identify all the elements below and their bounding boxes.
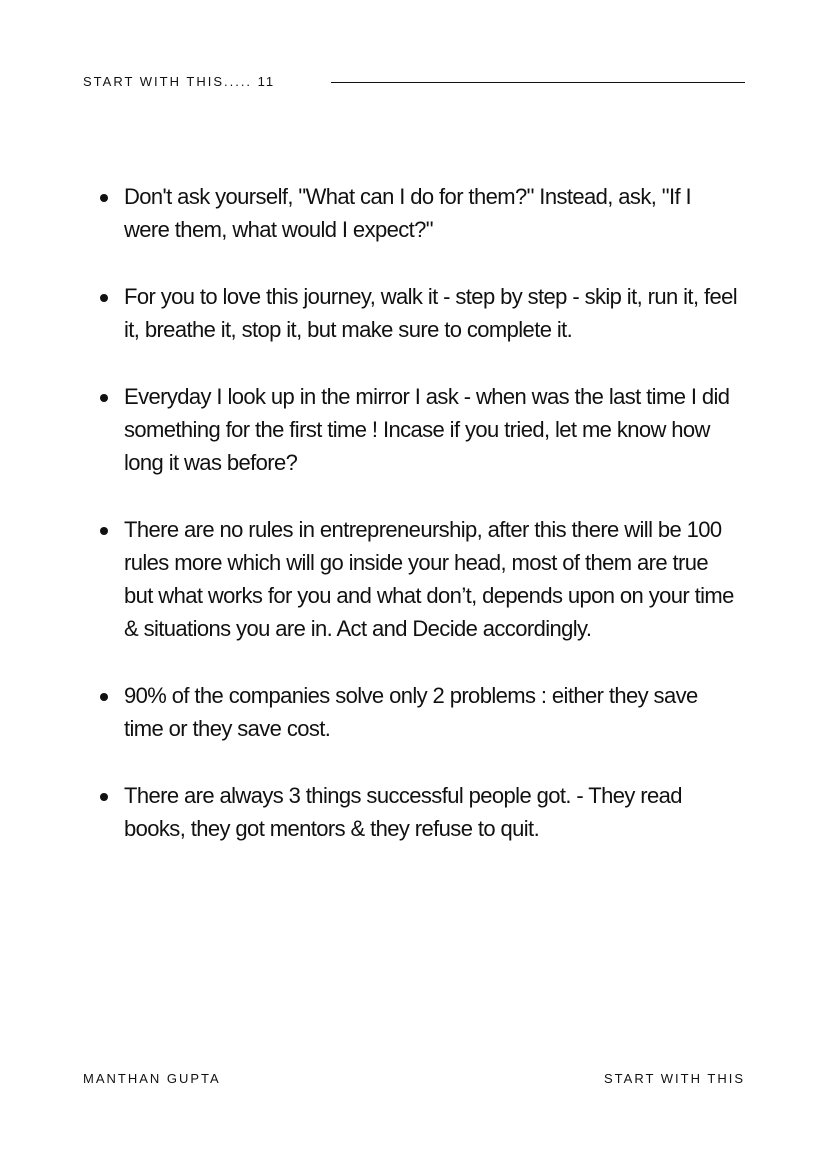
bullet-text: 90% of the companies solve only 2 problems : either they save time or they save cost. bbox=[124, 683, 698, 741]
header-divider bbox=[331, 82, 745, 83]
bullet-item-6 bbox=[100, 779, 740, 845]
bullet-text: Everyday I look up in the mirror I ask - when was the last time I did something for the first time ! Incase if you tried, let me know how long it was before? bbox=[124, 384, 730, 475]
bullet-dot-icon bbox=[100, 693, 108, 701]
bullet-text: There are always 3 things successful people got. - They read books, they got mentors & they refuse to quit. bbox=[124, 783, 682, 841]
footer-book-title: START WITH THIS bbox=[604, 1071, 745, 1086]
bullet-item-5 bbox=[100, 679, 740, 745]
bullet-item-4 bbox=[100, 513, 740, 645]
bullet-list bbox=[100, 180, 740, 879]
bullet-item-2 bbox=[100, 280, 740, 346]
bullet-text: Don't ask yourself, "What can I do for them?" Instead, ask, "If I were them, what would I expect?" bbox=[124, 184, 692, 242]
bullet-item-3 bbox=[100, 380, 740, 479]
bullet-dot-icon bbox=[100, 394, 108, 402]
bullet-dot-icon bbox=[100, 194, 108, 202]
footer-author: MANTHAN GUPTA bbox=[83, 1071, 221, 1086]
bullet-dot-icon bbox=[100, 294, 108, 302]
bullet-text: There are no rules in entrepreneurship, after this there will be 100 rules more which will go inside your head, most of them are true but what works for you and what don’t, depends upon on your time & situations you are in. Act and Decide accordingly. bbox=[124, 517, 734, 641]
page-header-title: START WITH THIS..... 11 bbox=[83, 74, 276, 89]
bullet-dot-icon bbox=[100, 793, 108, 801]
bullet-text: For you to love this journey, walk it - step by step - skip it, run it, feel it, breathe it, stop it, but make sure to complete it. bbox=[124, 284, 738, 342]
bullet-dot-icon bbox=[100, 527, 108, 535]
bullet-item-1 bbox=[100, 180, 740, 246]
